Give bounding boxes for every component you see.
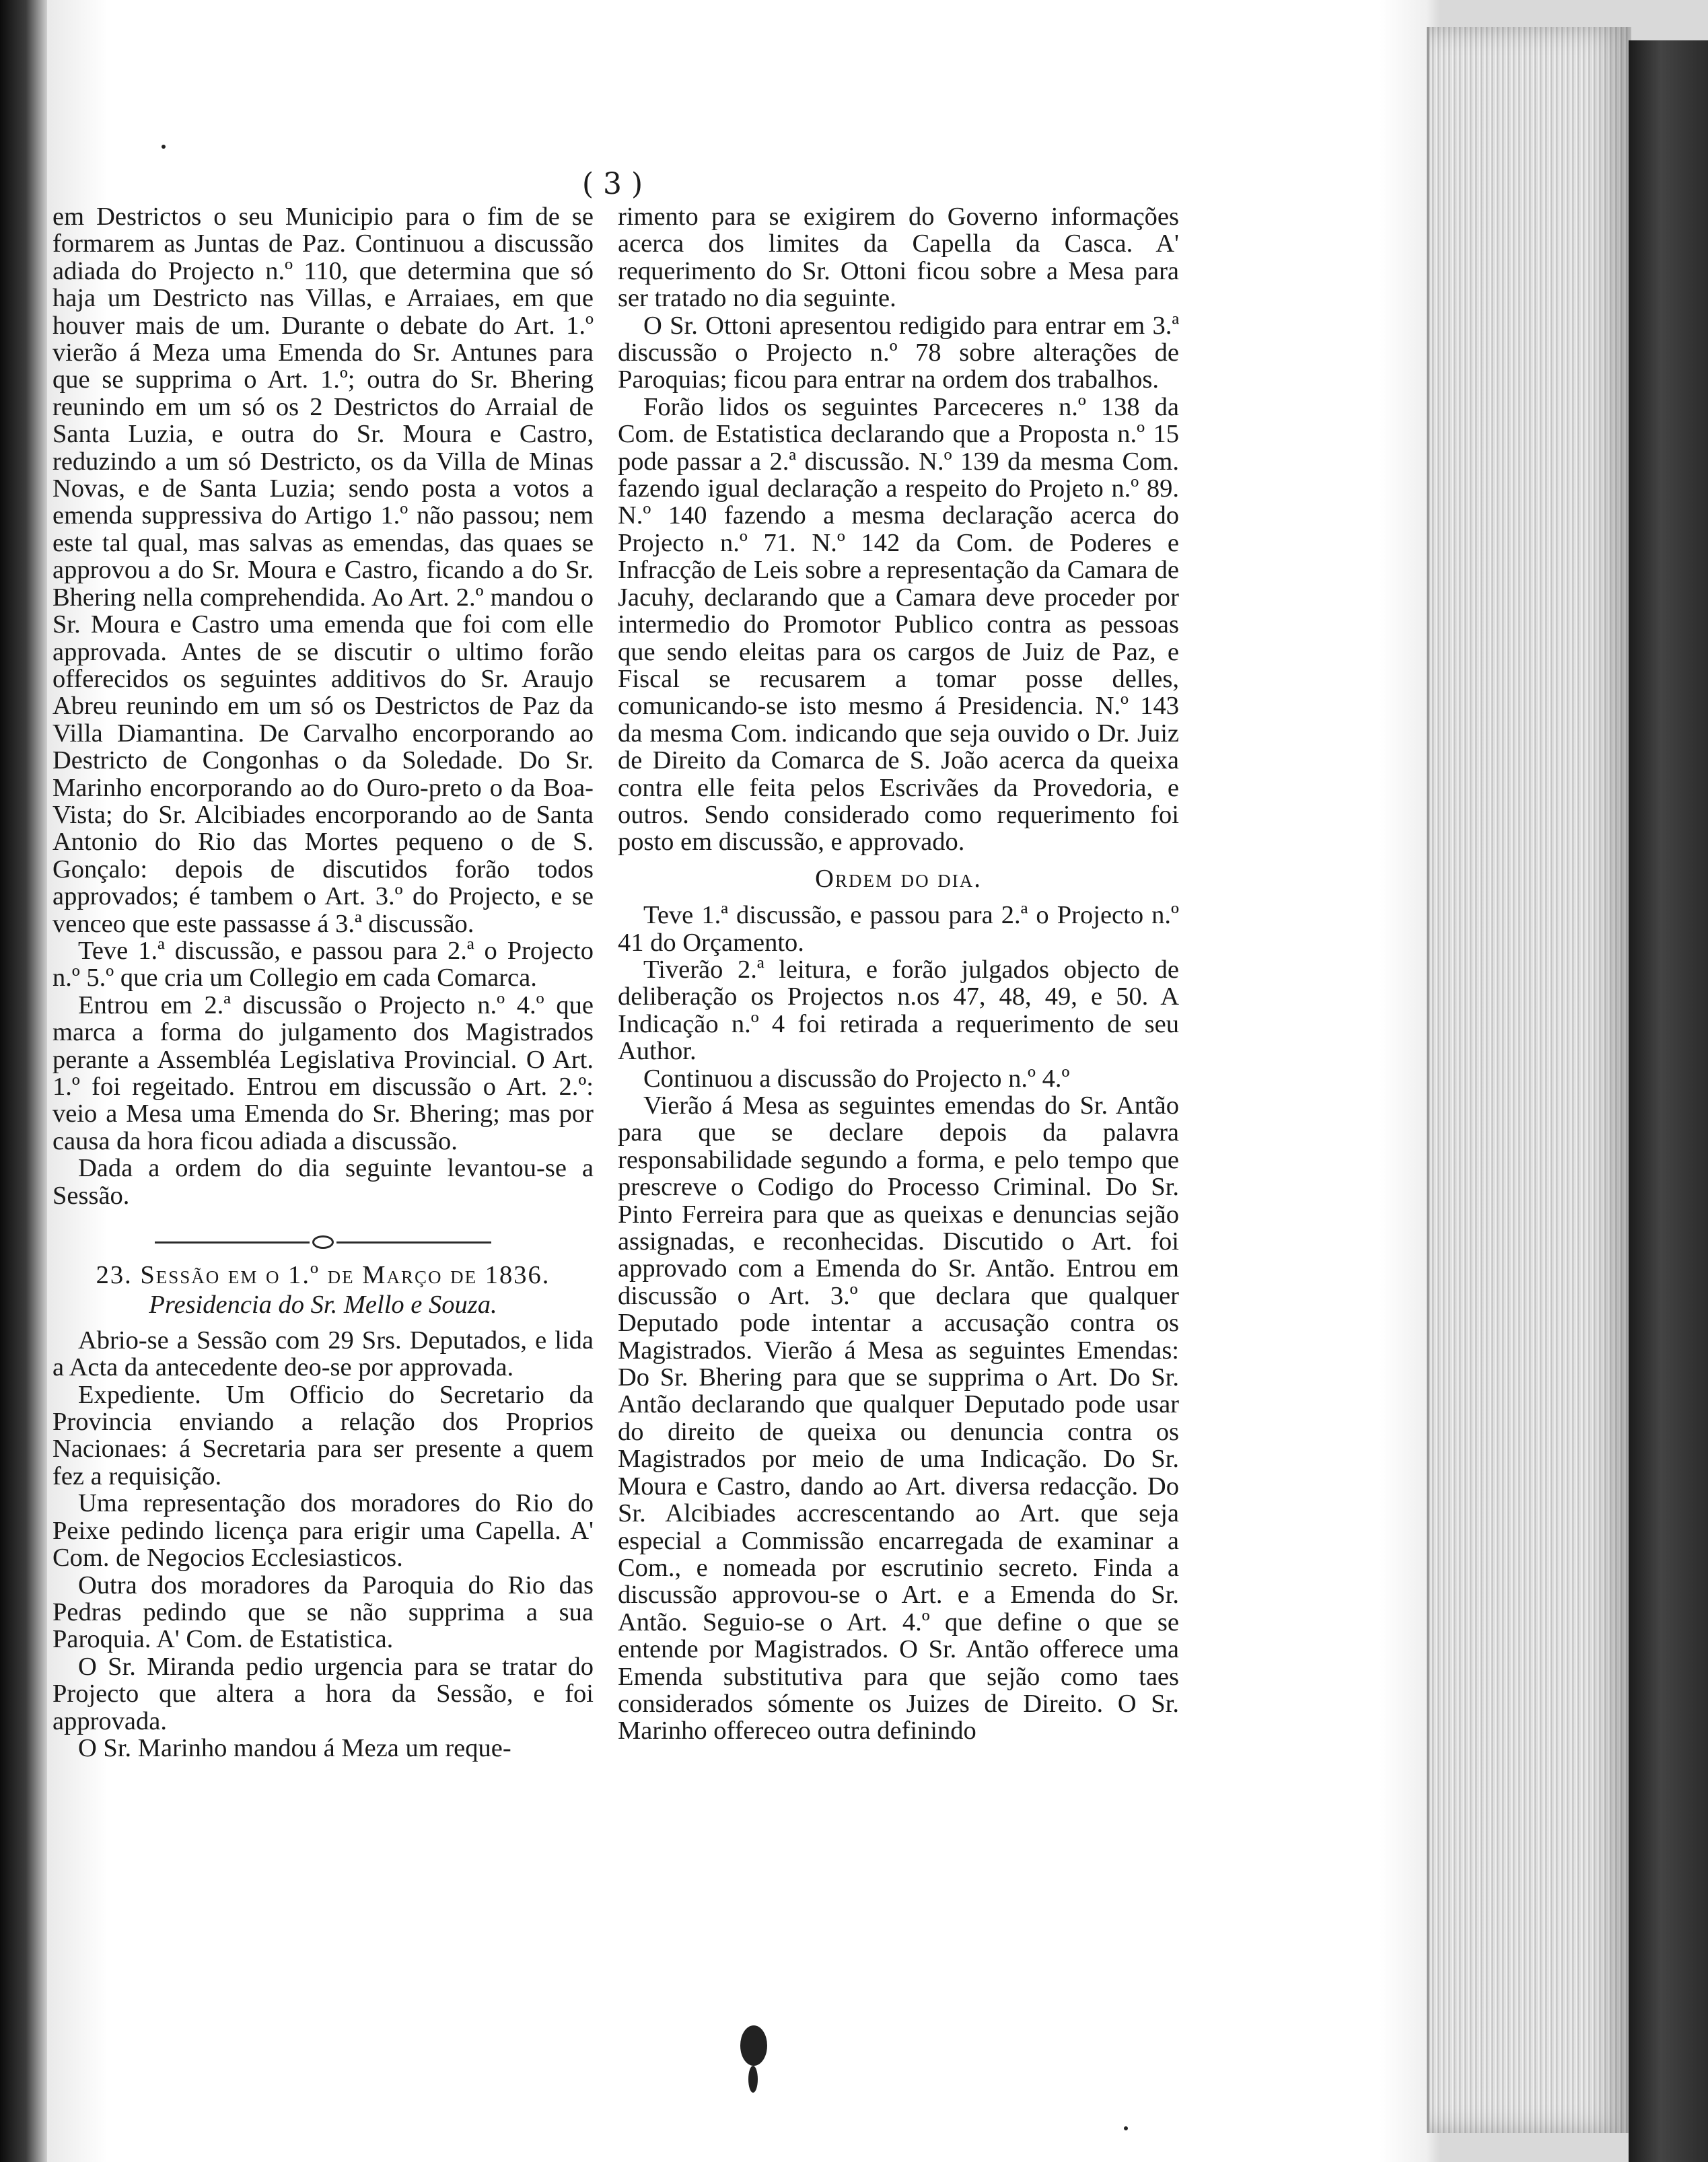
paragraph: Outra dos moradores da Paroquia do Rio das Pedras pedindo que se não supprima a sua Paroquia. A' Com. de Estatistica. [52,1571,594,1654]
ink-speck [1124,2126,1128,2130]
paragraph: Tiverão 2.ª leitura, e forão julgados objecto de deliberação os Projectos n.os 47, 48, 49, e 50. A Indicação n.º 4 foi retirada a requerimento de seu Author. [618,955,1179,1066]
paragraph: Expediente. Um Officio do Secretario da Provincia enviando a relação dos Proprios Nacionaes: á Secretaria para ser presente a quem fez a requisição. [52,1380,594,1490]
order-of-day-heading: Ordem do dia. [815,864,982,893]
divider-line [155,1241,310,1244]
ink-blot [740,2025,767,2066]
ink-speck [162,145,166,149]
page-number: ( 3 ) [581,167,643,201]
paragraph: rimento para se exigirem do Governo informações acerca dos limites da Capella da Casca. A' requerimento do Sr. Ottoni ficou sobre a Mesa para ser tratado no dia seguinte. [618,203,1179,313]
paragraph: Forão lidos os seguintes Parceceres n.º 138 da Com. de Estatistica declarando que a Proposta n.º 15 pode passar a 2.ª discussão. N.º 139 da mesma Com. fazendo igual declaração a respeito do Projeto n.º 89. N.º 140 fazendo a mesma declaração acerca do Projecto n.º 71. N.º 142 da Com. de Poderes e Infracção de Leis sobre a representação da Camara de Jacuhy, declarando que a Camara deve proceder por intermedio do Promotor Publico contra as pessoas que sendo eleitas para os cargos de Juiz de Paz, e Fiscal se recusarem a tomar posse delles, comunicando-se isto mesmo á Presidencia. N.º 143 da mesma Com. indicando que seja ouvido o Dr. Juiz de Direito da Comarca de S. João acerca da queixa contra elle feita pelos Escrivães da Provedoria, e outros. Sendo considerado como requerimento foi posto em discussão, e approvado. [618,392,1179,857]
section-divider-ornament [52,1227,594,1247]
book-cover-edge [1629,40,1708,2162]
session-heading: 23. Sessão em o 1.º de Março de 1836. [96,1261,550,1290]
book-page-edges [1427,27,1631,2133]
paragraph: O Sr. Marinho mandou á Meza um reque- [78,1733,511,1762]
divider-line [336,1241,491,1244]
paragraph: Uma representação dos moradores do Rio do Peixe pedindo licença para erigir uma Capella. A' Com. de Negocios Ecclesiasticos. [52,1489,594,1573]
paragraph: O Sr. Miranda pedio urgencia para se tratar do Projecto que altera a hora da Sessão, e foi approvada. [52,1652,594,1735]
right-text-column [618,203,1179,1745]
book-gutter-left [0,0,47,2162]
left-text-column [52,203,594,1762]
presidency-line: Presidencia do Sr. Mello e Souza. [149,1291,497,1320]
paragraph: Vierão á Mesa as seguintes emendas do Sr. Antão para que se declare depois da palavra responsabilidade segundo a forma, e pelo tempo que prescreve o Codigo do Processo Criminal. Do Sr. Pinto Ferreira para que as queixas e denuncias sejão assignadas, e reconhecidas. Discutido o Art. foi approvado com a Emenda do Sr. Antão. Entrou em discussão o Art. 3.º que declara que qualquer Deputado pode intentar a accusação contra os Magistrados. Vierão á Mesa as seguintes Emendas: Do Sr. Bhering para que se supprima o Art. Do Sr. Antão declarando que qualquer Deputado pode usar do direito de queixa ou denuncia contra os Magistrados por meio de uma Indicação. Do Sr. Moura e Castro, dando ao Art. diversa redacção. Do Sr. Alcibiades accrescentando ao Art. que seja especial a Commissão encarregada de examinar a Com., e nomeada por escrutinio secreto. Finda a discussão approvou-se o Art. e a Emenda do Sr. Antão. Seguio-se o Art. 4.º que define o que se entende por Magistrados. O Sr. Antão offerece uma Emenda substitutiva para que sejão como taes considerados sómente os Juizes de Direito. O Sr. Marinho offereceo outra definindo [618,1091,1179,1745]
paragraph: em Destrictos o seu Municipio para o fim de se formarem as Juntas de Paz. Continuou a discussão adiada do Projecto n.º 110, que determina que só haja um Destricto nas Villas, e Arraiaes, em que houver mais de um. Durante o debate do Art. 1.º vierão á Meza uma Emenda do Sr. Antunes para que se supprima o Art. 1.º; outra do Sr. Bhering reunindo em um só os 2 Destrictos do Arraial de Santa Luzia, e outra do Sr. Moura e Castro, reduzindo a um só Destricto, os da Villa de Minas Novas, e de Santa Luzia; sendo posta a votos a emenda suppressiva do Artigo 1.º não passou; nem este tal qual, mas salvas as emendas, das quaes se approvou a do Sr. Moura e Castro, ficando a do Sr. Bhering nella comprehendida. Ao Art. 2.º mandou o Sr. Moura e Castro uma emenda que foi com elle approvada. Antes de se discutir o ultimo forão offerecidos os seguintes additivos do Sr. Araujo Abreu reunindo em um só os Destrictos de Paz da Villa Diamantina. De Carvalho encorporando ao Destricto de Congonhas o da Soledade. Do Sr. Marinho encorporando ao do Ouro-preto o da Boa-Vista; do Sr. Alcibiades encorporando ao de Santa Antonio do Rio das Mortes pequeno o de S. Gonçalo: depois de discutidos forão todos approvados; é tambem o Art. 3.º do Projecto, e se venceo que este passasse á 3.ª discussão. [52,203,594,938]
paragraph: Abrio-se a Sessão com 29 Srs. Deputados, e lida a Acta da antecedente deo-se por approvada. [52,1326,594,1382]
ink-blot [748,2066,758,2093]
paragraph: Teve 1.ª discussão, e passou para 2.ª o Projecto n.º 5.º que cria um Collegio em cada Comarca. [52,936,594,993]
paragraph: Continuou a discussão do Projecto n.º 4.º [643,1064,1070,1093]
paragraph: Teve 1.ª discussão, e passou para 2.ª o Projecto n.º 41 do Orçamento. [618,901,1179,957]
divider-knot-icon [312,1235,334,1249]
paragraph: Dada a ordem do dia seguinte levantou-se a Sessão. [52,1154,594,1210]
paragraph: Entrou em 2.ª discussão o Projecto n.º 4.º que marca a forma do julgamento dos Magistrados perante a Assembléa Legislativa Provincial. O Art. 1.º foi regeitado. Entrou em discussão o Art. 2.º: veio a Mesa uma Emenda do Sr. Bhering; mas por causa da hora ficou adiada a discussão. [52,990,594,1155]
paragraph: O Sr. Ottoni apresentou redigido para entrar em 3.ª discussão o Projecto n.º 78 sobre alterações de Paroquias; ficou para entrar na ordem dos trabalhos. [618,311,1179,394]
